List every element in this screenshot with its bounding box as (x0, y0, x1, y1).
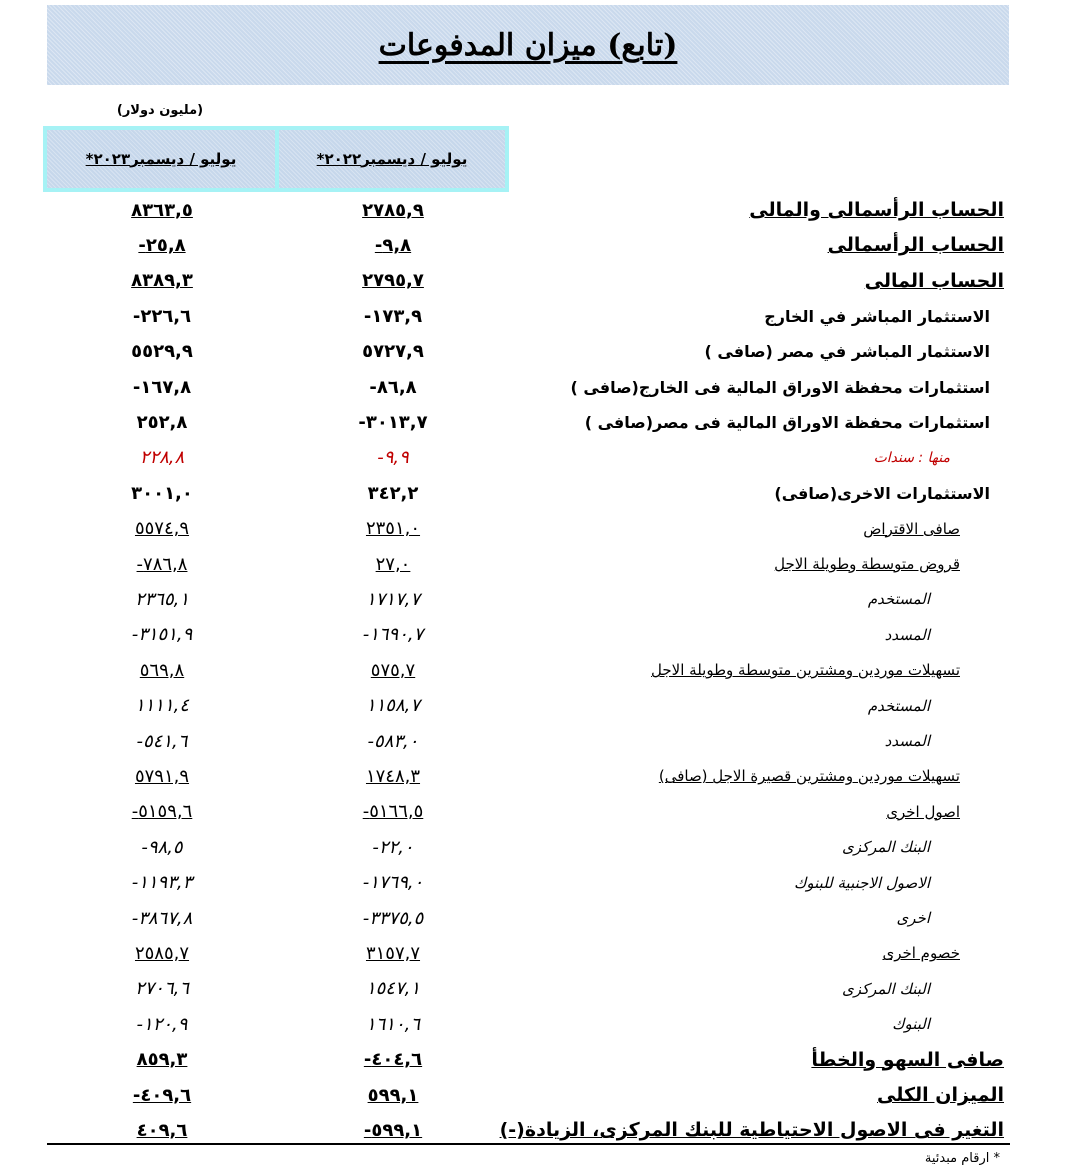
value-2023: -١٢٠,٩ (136, 1013, 188, 1035)
value-2023: ٨٥٩,٣ (136, 1049, 188, 1071)
value-2022: ٥٧٢٧,٩ (362, 341, 424, 363)
row-label: الاستثمار المباشر في مصر (صافى ) (704, 342, 990, 362)
value-2023: ٥٥٢٩,٩ (131, 341, 193, 363)
value-2022: -٤٠٤,٦ (363, 1049, 423, 1071)
table-bottom-rule (47, 1143, 1010, 1145)
row-label: البنوك (892, 1015, 930, 1034)
table-row (0, 1007, 1080, 1041)
table-row (0, 405, 1080, 439)
value-2022: ٣١٥٧,٧ (365, 942, 421, 964)
value-2022: -٩,٩ (377, 447, 409, 469)
value-2022: -١٧٦٩,٠ (362, 872, 424, 894)
value-2023: -٥٤١,٦ (136, 730, 188, 752)
row-label: الحساب المالى (864, 269, 1004, 292)
row-label: الميزان الكلى (877, 1084, 1004, 1106)
value-2022: -٥٨٣,٠ (367, 730, 419, 752)
value-2022: -٥٩٩,١ (363, 1119, 423, 1141)
value-2022: -٥١٦٦,٥ (362, 801, 424, 823)
table-row (0, 1078, 1080, 1112)
value-2023: -٥١٥٩,٦ (131, 801, 193, 823)
value-2022: ٣٤٢,٢ (367, 482, 419, 504)
row-label: الاصول الاجنبية للبنوك (794, 873, 930, 892)
table-row (0, 1043, 1080, 1077)
value-2022: -٨٦,٨ (369, 376, 417, 398)
value-2023: ٢٣٦٥,١ (134, 588, 190, 610)
value-2023: -٣٨٦٧,٨ (131, 907, 193, 929)
value-2022: -٢٢,٠ (372, 836, 414, 858)
row-label: الاستثمار المباشر في الخارج (764, 306, 990, 326)
value-2022: ٥٧٥,٧ (370, 659, 416, 681)
table-row (0, 264, 1080, 298)
row-label: الحساب الرأسمالى والمالى (749, 199, 1004, 221)
value-2023: ٢٥٨٥,٧ (134, 942, 190, 964)
value-2022: -٣٠١٣,٧ (358, 411, 428, 433)
table-row (0, 582, 1080, 616)
value-2023: ٤٠٩,٦ (136, 1119, 188, 1141)
value-2022: ٥٩٩,١ (367, 1084, 419, 1106)
value-2023: ٢٥٢,٨ (136, 411, 188, 433)
value-2023: -٣١٥١,٩ (131, 624, 193, 646)
value-2022: ٢٧,٠ (375, 553, 411, 575)
row-label: اصول اخرى (886, 802, 960, 821)
value-2023: -٧٨٦,٨ (136, 553, 188, 575)
table-row (0, 830, 1080, 864)
row-label: تسهيلات موردين ومشترين متوسطة وطويلة الاجل (651, 661, 960, 680)
table-row (0, 936, 1080, 970)
value-2022: ١٧٤٨,٣ (365, 765, 421, 787)
row-label: صافى الاقتراض (863, 519, 960, 538)
table-row (0, 335, 1080, 369)
value-2023: ٣٠٠١,٠ (131, 482, 193, 504)
column-header-2022: يوليو / ديسمبر٢٠٢٢* (279, 130, 505, 188)
table-row (0, 512, 1080, 546)
value-2022: ١٧١٧,٧ (365, 588, 421, 610)
value-2023: -٩٨,٥ (141, 836, 183, 858)
row-label: المسدد (884, 625, 930, 644)
row-label: البنك المركزى (841, 979, 930, 998)
table-row (0, 724, 1080, 758)
row-label: تسهيلات موردين ومشترين قصيرة الاجل (صافى) (658, 767, 960, 786)
table-row (0, 476, 1080, 510)
row-label: صافى السهو والخطأ (811, 1048, 1004, 1071)
value-2023: ٥٧٩١,٩ (134, 765, 190, 787)
row-label: استثمارات محفظة الاوراق المالية فى الخارج(صافى ) (570, 377, 990, 397)
units-label: (مليون دولار) (116, 103, 204, 118)
value-2022: ٢٧٩٥,٧ (362, 270, 424, 292)
value-2023: ٨٣٦٣,٥ (131, 199, 193, 221)
row-label: المسدد (884, 732, 930, 750)
value-2022: -٩,٨ (374, 234, 412, 256)
value-2022: ٢٣٥١,٠ (365, 518, 421, 540)
value-2023: -٢٥,٨ (138, 234, 186, 256)
row-label: الاستثمارات الاخرى(صافى) (774, 483, 990, 503)
table-row (0, 689, 1080, 723)
value-2022: ١١٥٨,٧ (365, 695, 421, 717)
row-label: استثمارات محفظة الاوراق المالية فى مصر(صافى ) (584, 412, 990, 432)
row-label: المستخدم (867, 696, 930, 715)
value-2023: ٢٢٨,٨ (139, 447, 185, 469)
page-title: (تابع) ميزان المدفوعات (378, 27, 678, 63)
row-label: خصوم اخرى (882, 944, 960, 963)
row-label: قروض متوسطة وطويلة الاجل (774, 555, 960, 573)
table-row (0, 299, 1080, 333)
title-band (47, 5, 1009, 85)
value-2023: -٢٢٦,٦ (132, 305, 192, 327)
value-2023: ١١١١,٤ (134, 695, 190, 717)
value-2023: -١٦٧,٨ (132, 376, 192, 398)
table-row (0, 972, 1080, 1006)
value-2023: -٤٠٩,٦ (132, 1084, 192, 1106)
table-row (0, 547, 1080, 581)
row-label: التغير فى الاصول الاحتياطية للبنك المركزى، الزيادة(-) (499, 1119, 1004, 1142)
value-2022: ٢٧٨٥,٩ (362, 199, 424, 221)
row-label: منها : سندات (873, 449, 950, 466)
value-2023: ٥٥٧٤,٩ (134, 518, 190, 540)
value-2023: -١١٩٣,٣ (131, 872, 193, 894)
value-2022: -١٧٣,٩ (363, 305, 423, 327)
table-row (0, 901, 1080, 935)
row-label: البنك المركزى (841, 838, 930, 857)
row-label: اخرى (896, 909, 930, 927)
table-row (0, 759, 1080, 793)
value-2023: ٥٦٩,٨ (139, 659, 185, 681)
footnote: * ارقام مبدئية (924, 1151, 1000, 1166)
value-2023: ٢٧٠٦,٦ (134, 978, 190, 1000)
value-2022: -١٦٩٠,٧ (362, 624, 424, 646)
table-row (0, 370, 1080, 404)
table-row (0, 441, 1080, 475)
table-row (0, 193, 1080, 227)
value-2022: ١٥٤٧,١ (365, 978, 421, 1000)
column-header-2023: يوليو / ديسمبر٢٠٢٣* (47, 130, 275, 188)
table-row (0, 228, 1080, 262)
value-2023: ٨٣٨٩,٣ (131, 270, 193, 292)
value-2022: -٣٣٧٥,٥ (362, 907, 424, 929)
table-row (0, 618, 1080, 652)
table-row (0, 653, 1080, 687)
row-label: المستخدم (867, 590, 930, 609)
table-row (0, 866, 1080, 900)
row-label: الحساب الرأسمالى (827, 234, 1004, 257)
value-2022: ١٦١٠,٦ (365, 1013, 421, 1035)
table-row (0, 795, 1080, 829)
